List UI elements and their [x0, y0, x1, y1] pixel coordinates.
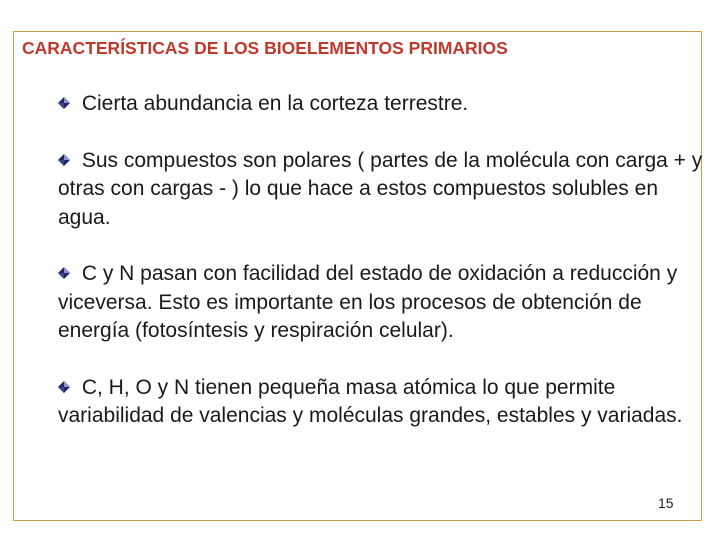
slide-title: CARACTERÍSTICAS DE LOS BIOELEMENTOS PRIMARIOS	[22, 38, 508, 58]
bullet-list	[58, 90, 703, 431]
bullet-text: Sus compuestos son polares ( partes de la molécula con carga + y otras con cargas - ) lo que hace a estos compuestos solubles en agua.	[58, 148, 703, 229]
diamond-bullet-icon	[58, 381, 70, 393]
diamond-bullet-icon	[58, 267, 70, 279]
bullet-text: Cierta abundancia en la corteza terrestre.	[76, 92, 469, 115]
diamond-bullet-icon	[58, 97, 70, 109]
bullet-item	[58, 90, 703, 119]
bullet-text: C y N pasan con facilidad del estado de oxidación a reducción y viceversa. Esto es importante en los procesos de obtención de energía (fotosíntesis y respiración celular).	[58, 262, 678, 342]
bullet-item	[58, 147, 703, 233]
bullet-item	[58, 260, 703, 346]
bullet-text: C, H, O y N tienen pequeña masa atómica lo que permite variabilidad de valencias y moléculas grandes, estables y variadas.	[58, 375, 683, 427]
diamond-bullet-icon	[58, 154, 70, 166]
bullet-item	[58, 374, 703, 431]
slide-number: 15	[658, 495, 674, 511]
